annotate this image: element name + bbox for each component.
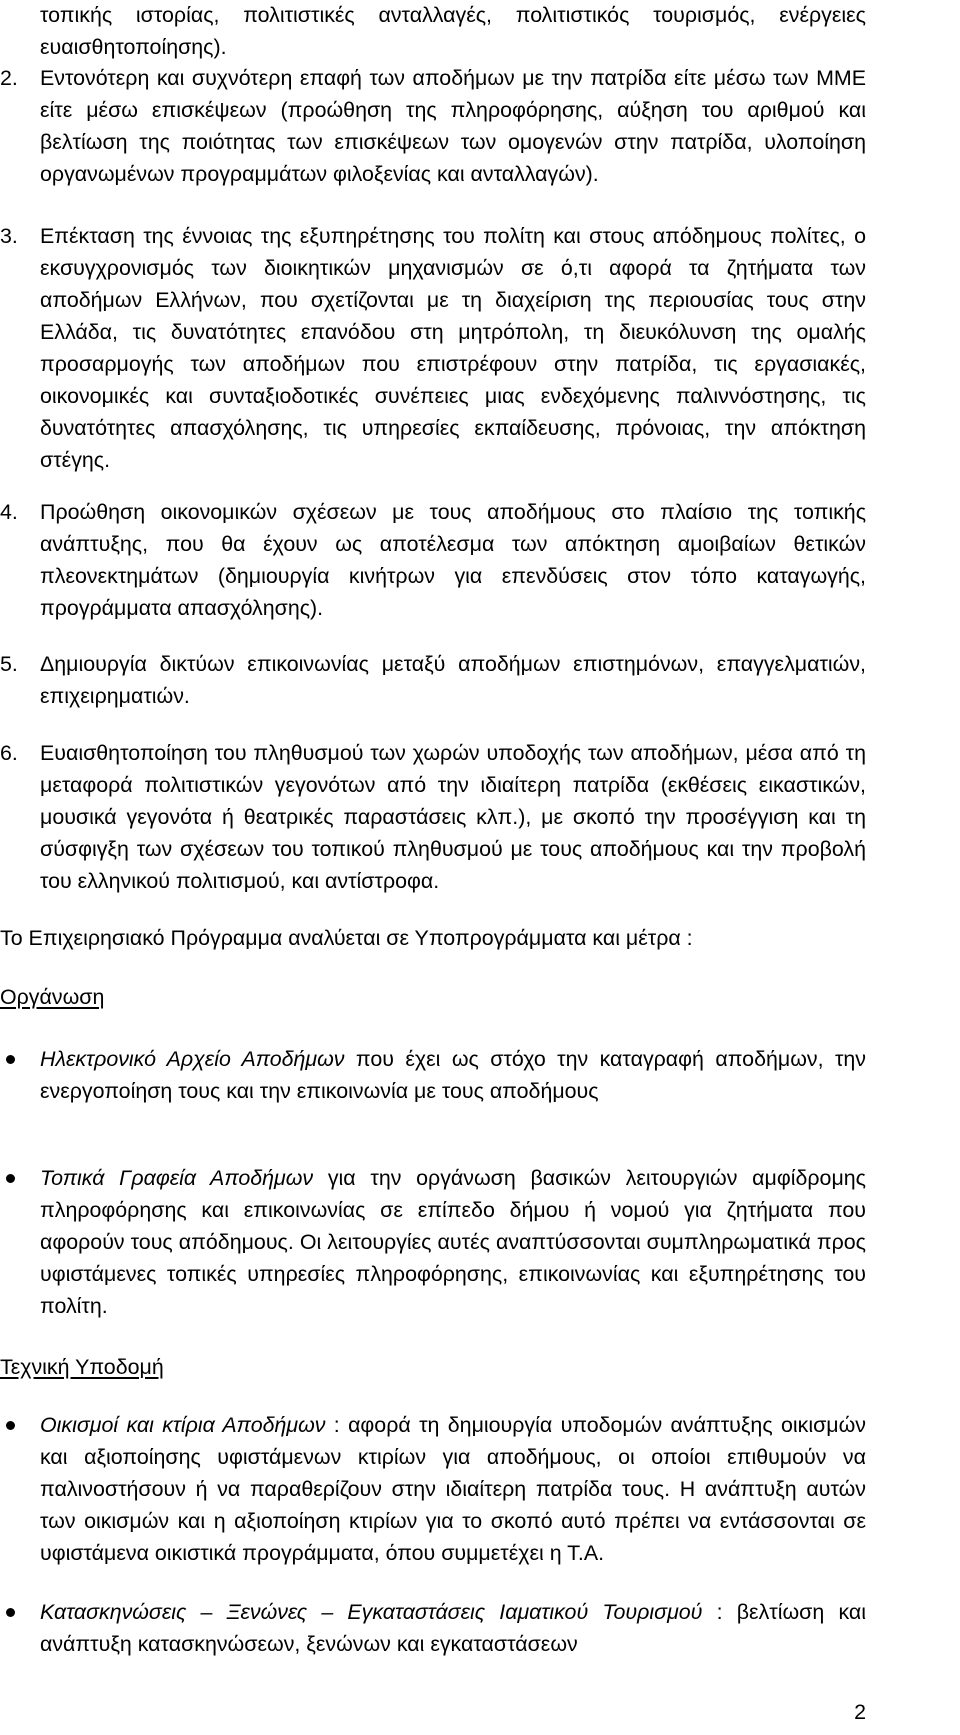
bullet-title: Οικισμοί και κτίρια Αποδήμων bbox=[40, 1413, 326, 1437]
list-number: 2. bbox=[0, 66, 18, 90]
list-item-text: Δημιουργία δικτύων επικοινωνίας μεταξύ αποδήμων επιστημόνων, επαγγελματιών, επιχειρηματιών. bbox=[40, 652, 866, 708]
list-item-3 bbox=[0, 220, 866, 476]
section-heading-organization bbox=[0, 981, 866, 1013]
bullet-camps bbox=[40, 1596, 866, 1660]
bullet-text: για την οργάνωση βασικών λειτουργιών αμφίδρομης πληροφόρησης και επικοινωνίας σε επίπεδο δήμου ή νομού για ζητήματα που αφορούν τους απόδημους. Οι λειτουργίες αυτές αναπτύσσονται συμπληρωματικά προς υφιστάμενες τοπικές υπηρεσίες πληροφόρησης, επικοινωνίας και εξυπηρέτησης του πολίτη. bbox=[40, 1166, 866, 1318]
bullet-title: Κατασκηνώσεις – Ξενώνες – Εγκαταστάσεις Ιαματικού Τουρισμού bbox=[40, 1600, 703, 1624]
bullet-title: Ηλεκτρονικό Αρχείο Αποδήμων bbox=[40, 1047, 345, 1071]
bullet-settlements bbox=[40, 1409, 866, 1569]
intro-paragraph: τοπικής ιστορίας, πολιτιστικές ανταλλαγές, πολιτιστικός τουρισμός, ενέργειες ευαισθητοποίησης). bbox=[40, 3, 866, 59]
list-item-4 bbox=[0, 496, 866, 624]
list-number: 6. bbox=[0, 741, 18, 765]
bullet-dot-icon bbox=[6, 1174, 15, 1183]
bullet-text: : βελτίωση και ανάπτυξη κατασκηνώσεων, ξενώνων και εγκαταστάσεων bbox=[40, 1600, 866, 1656]
list-number: 5. bbox=[0, 652, 18, 676]
bullet-dot-icon bbox=[6, 1608, 15, 1617]
list-item-text: Εντονότερη και συχνότερη επαφή των αποδήμων με την πατρίδα είτε μέσω των ΜΜΕ είτε μέσω επισκέψεων (προώθηση της πληροφόρησης, αύξηση του αριθμού και βελτίωση της ποιότητας των επισκέψεων των ομογενών στην πατρίδα, υλοποίηση οργανωμένων προγραμμάτων φιλοξενίας και ανταλλαγών). bbox=[40, 66, 866, 186]
section-heading-infrastructure bbox=[0, 1351, 866, 1383]
list-item-text: Ευαισθητοποίηση του πληθυσμού των χωρών υποδοχής των αποδήμων, μέσα από τη μεταφορά πολιτιστικών γεγονότων από την ιδιαίτερη πατρίδα (εκθέσεις εικαστικών, μουσικά γεγονότα ή θεατρικές παραστάσεις κλπ.), με σκοπό την προσέγγιση και τη σύσφιγξη των σχέσεων του τοπικού πληθυσμού με τους αποδήμους και την προβολή του ελληνικού πολιτισμού, και αντίστροφα. bbox=[40, 741, 866, 893]
bullet-dot-icon bbox=[6, 1055, 15, 1064]
section-heading-text: Οργάνωση bbox=[0, 985, 105, 1009]
section-heading-text: Τεχνική Υποδομή bbox=[0, 1355, 164, 1379]
list-number: 4. bbox=[0, 500, 18, 524]
bullet-title: Τοπικά Γραφεία Αποδήμων bbox=[40, 1166, 314, 1190]
list-number: 3. bbox=[0, 224, 18, 248]
list-item-6 bbox=[0, 737, 866, 897]
list-item-text: Επέκταση της έννοιας της εξυπηρέτησης του πολίτη και στους απόδημους πολίτες, ο εκσυγχρονισμός των διοικητικών μηχανισμών σε ό,τι αφορά τα ζητήματα των αποδήμων Ελλήνων, που σχετίζονται με τη διαχείριση της περιουσίας τους στην Ελλάδα, τις δυνατότητες επανόδου στη μητρόπολη, τη διευκόλυνση της ομαλής προσαρμογής των αποδήμων που επιστρέφουν στην πατρίδα, τις εργασιακές, οικονομικές και συνταξιοδοτικές συνέπειες μιας ενδεχόμενης παλιννόστησης, τις δυνατότητες απασχόλησης, τις υπηρεσίες εκπαίδευσης, πρόνοιας, την απόκτηση στέγης. bbox=[40, 224, 866, 472]
bullet-text: που έχει ως στόχο την καταγραφή αποδήμων, την ενεργοποίηση τους και την επικοινωνία με τους αποδήμους bbox=[40, 1047, 866, 1103]
list-item-2 bbox=[0, 62, 866, 190]
list-item-5 bbox=[0, 648, 866, 712]
bullet-electronic-archive bbox=[40, 1043, 866, 1107]
list-item-text: Προώθηση οικονομικών σχέσεων με τους αποδήμους στο πλαίσιο της τοπικής ανάπτυξης, που θα έχουν ως αποτέλεσμα των απόκτηση αμοιβαίων θετικών πλεονεκτημάτων (δημιουργία κινήτρων για επενδύσεις στον τόπο καταγωγής, προγράμματα απασχόλησης). bbox=[40, 500, 866, 620]
bullet-dot-icon bbox=[6, 1421, 15, 1430]
program-sentence: Το Επιχειρησιακό Πρόγραμμα αναλύεται σε Υποπρογράμματα και μέτρα : bbox=[0, 926, 693, 950]
bullet-local-offices bbox=[40, 1162, 866, 1322]
bullet-text: : αφορά τη δημιουργία υποδομών ανάπτυξης οικισμών και αξιοποίησης υφιστάμενων κτιρίων για αποδήμους, οι οποίοι επιθυμούν να παλινοστήσουν ή να παραθερίζουν στην ιδιαίτερη πατρίδα τους. Η ανάπτυξη αυτών των οικισμών και η αξιοποίηση κτιρίων για το σκοπό αυτό πρέπει να εντάσσονται σε υφιστάμενα οικιστικά προγράμματα, όπου συμμετέχει η Τ.Α. bbox=[40, 1413, 866, 1565]
page-number: 2 bbox=[854, 1700, 866, 1724]
